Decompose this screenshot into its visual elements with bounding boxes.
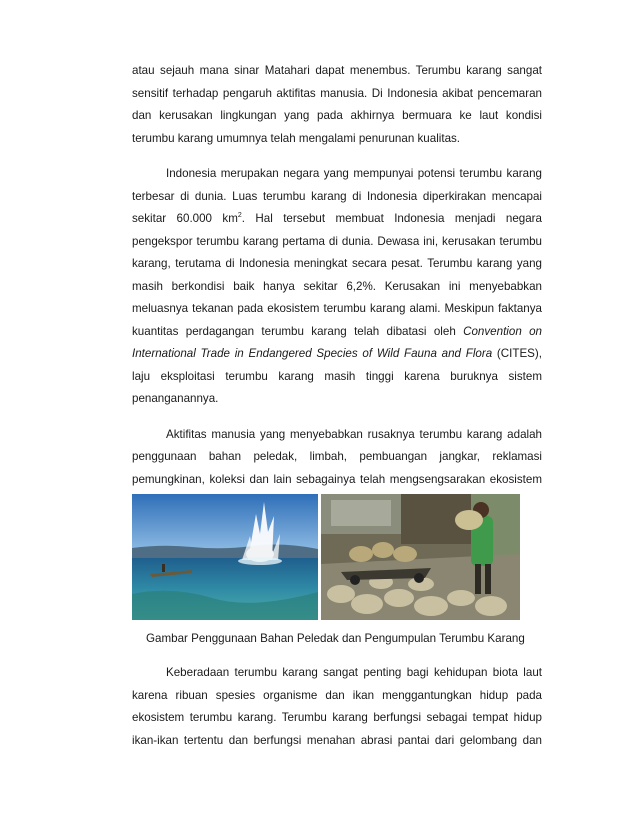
text-line: atau sejauh mana sinar Matahari dapat menembus. Terumbu karang sangat: [132, 64, 542, 77]
document-body-continued: [132, 662, 542, 752]
explosion-photo: [132, 494, 318, 620]
text-line: pengekspor terumbu karang pertama di dunia. Dewasa ini, kerusakan terumbu: [132, 234, 542, 248]
text-fragment: kuantitas perdagangan terumbu karang telah dibatasi oleh: [132, 324, 464, 338]
text-fragment: (CITES),: [492, 347, 542, 360]
paragraph-1: [132, 60, 542, 150]
explosion-illustration: [132, 494, 318, 620]
text-line: masih berkondisi baik hanya sekitar 6,2%. Kerusakan ini menyebabkan: [132, 279, 542, 293]
text-fragment: sekitar 60.000 km: [132, 212, 238, 225]
text-line: penggunaan bahan peledak, limbah, pembuangan jangkar, reklamasi: [132, 450, 542, 463]
paragraph-2: [132, 163, 542, 411]
coral-collection-illustration: [321, 494, 520, 620]
text-line: Keberadaan terumbu karang sangat penting bagi kehidupan biota laut: [166, 666, 542, 679]
text-line: laju eksploitasi terumbu karang masih tinggi karena buruknya sistem: [132, 369, 542, 383]
coral-collection-photo: [321, 494, 520, 620]
text-line: karang, terutama di Indonesia meningkat secara pesat. Terumbu karang yang: [132, 257, 542, 270]
text-line: sensitif terhadap pengaruh aktifitas manusia. Di Indonesia akibat pencemaran: [132, 86, 542, 100]
text-line: dan kerusakan lingkungan yang pada akhirnya bermuara ke laut kondisi: [132, 109, 542, 122]
text-line: terbesar di dunia. Luas terumbu karang di Indonesia diperkirakan mencapai: [132, 189, 542, 203]
text-line: [132, 208, 542, 231]
text-line: [132, 343, 542, 366]
text-line: terumbu karang umumnya telah mengalami penurunan kualitas.: [132, 131, 461, 145]
text-line: Aktifitas manusia yang menyebabkan rusaknya terumbu karang adalah: [166, 427, 542, 441]
text-line: penanganannya.: [132, 392, 219, 405]
text-line: pemungkinan, koleksi dan lain sebagainya telah mengsengsarakan ekosistem: [132, 472, 542, 486]
figure-caption: Gambar Penggunaan Bahan Peledak dan Pengumpulan Terumbu Karang: [146, 632, 525, 645]
text-line: meluasnya tekanan pada ekosistem terumbu karang alami. Meskipun faktanya: [132, 302, 542, 315]
text-line: Indonesia merupakan negara yang mempunyai potensi terumbu karang: [166, 167, 542, 180]
text-line: ekosistem terumbu karang. Terumbu karang berfungsi sebagai tempat hidup: [132, 711, 542, 724]
text-line: ikan-ikan tertentu dan berfungsi menahan abrasi pantai dari gelombang dan: [132, 733, 542, 747]
italic-title: Convention on: [463, 324, 542, 338]
text-line: karena ribuan spesies organisme dan ikan menggantungkan hidup pada: [132, 688, 542, 702]
text-fragment: . Hal tersebut membuat Indonesia menjadi negara: [241, 212, 542, 225]
italic-title: International Trade in Endangered Species of Wild Fauna and Flora: [132, 347, 493, 360]
paragraph-4: [132, 662, 542, 752]
text-line: [132, 321, 542, 344]
superscript: 2: [237, 212, 242, 220]
document-body: [132, 60, 542, 514]
figure: [132, 494, 520, 620]
